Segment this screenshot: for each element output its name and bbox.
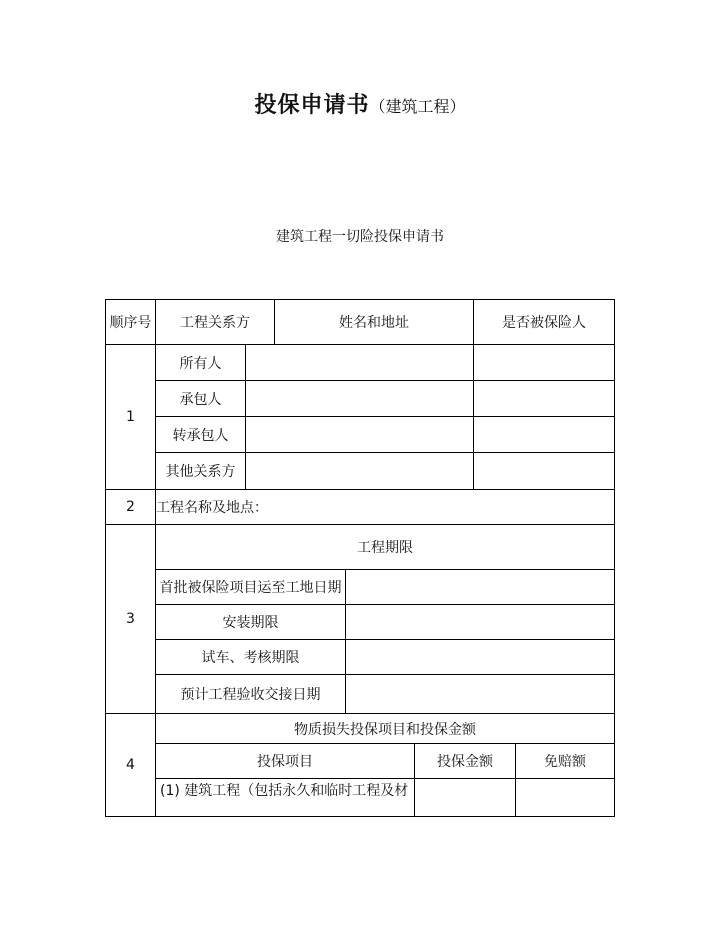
party-contractor: 承包人 bbox=[179, 391, 222, 408]
installation-period-label: 安装期限 bbox=[222, 615, 279, 631]
title-main: 投保申请书 bbox=[254, 93, 370, 118]
party-subcontractor: 转承包人 bbox=[172, 427, 229, 444]
title-suffix: （建筑工程） bbox=[369, 97, 466, 116]
insured-amount-header: 投保金额 bbox=[437, 754, 493, 770]
acceptance-date-label: 预计工程验收交接日期 bbox=[180, 687, 321, 703]
header-name-address: 姓名和地址 bbox=[339, 315, 409, 331]
divider-s1-col2 bbox=[473, 344, 474, 490]
section-1-number: 1 bbox=[126, 409, 135, 425]
table-border-bottom bbox=[105, 816, 615, 817]
first-delivery-date-label: 首批被保险项目运至工地日期 bbox=[159, 580, 342, 596]
item-construction-works: (1) 建筑工程（包括永久和临时工程及材 bbox=[160, 783, 409, 799]
insured-item-header: 投保项目 bbox=[257, 754, 313, 770]
project-name-location-label: 工程名称及地点： bbox=[156, 500, 268, 516]
material-loss-heading: 物质损失投保项目和投保金额 bbox=[294, 721, 476, 738]
section-4-number: 4 bbox=[126, 757, 135, 773]
project-period-heading: 工程期限 bbox=[357, 540, 413, 556]
table-border-right bbox=[614, 299, 615, 817]
header-insured: 是否被保险人 bbox=[502, 315, 586, 331]
section-2-number: 2 bbox=[126, 499, 135, 515]
section-3-number: 3 bbox=[126, 611, 135, 627]
trial-run-period-label: 试车、考核期限 bbox=[201, 650, 300, 666]
divider-s3-col bbox=[345, 569, 346, 714]
deductible-header: 免赔额 bbox=[544, 754, 586, 770]
party-other: 其他关系方 bbox=[165, 464, 236, 480]
document-subtitle: 建筑工程一切险投保申请书 bbox=[276, 229, 444, 245]
header-relation: 工程关系方 bbox=[180, 315, 250, 331]
header-seq: 顺序号 bbox=[109, 315, 152, 331]
party-owner: 所有人 bbox=[179, 355, 222, 372]
divider-s1-col1 bbox=[245, 344, 246, 490]
